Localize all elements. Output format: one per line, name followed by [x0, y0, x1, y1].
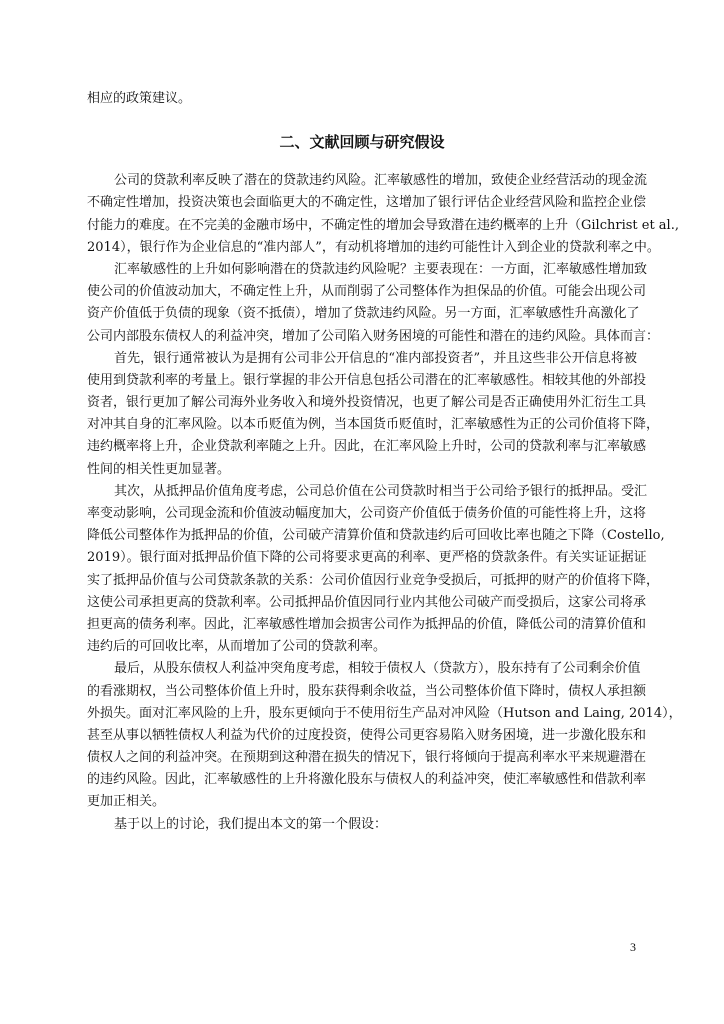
paragraph-line: 的违约风险。因此，汇率敏感性的上升将激化股东与债权人的利益冲突，使汇率敏感性和借款利率	[87, 772, 647, 788]
paragraph-line: 公司的贷款利率反映了潜在的贷款违约风险。汇率敏感性的增加，致使企业经营活动的现金流	[114, 173, 648, 189]
paragraph-line: 实了抵押品价值与公司贷款条款的关系：公司价值因行业竞争受损后，可抵押的财产的价值将下降，	[87, 572, 660, 588]
paragraph-line: 使公司的价值波动加大，不确定性上升，从而削弱了公司整体作为担保品的价值。可能会出现公司	[87, 284, 647, 300]
paragraph-line: 违约概率将上升，企业贷款利率随之上升。因此，在汇率风险上升时，公司的贷款利率与汇率敏感	[87, 439, 647, 455]
paragraph-line: 更加正相关。	[87, 794, 166, 810]
paragraph-line: 资者，银行更加了解公司海外业务收入和境外投资情况，也更了解公司是否正确使用外汇衍生工具	[87, 395, 647, 411]
paragraph-line: 首先，银行通常被认为是拥有公司非公开信息的“准内部投资者”，并且这些非公开信息将被	[114, 350, 637, 366]
paragraph-line: 基于以上的讨论，我们提出本文的第一个假设：	[114, 816, 388, 832]
paragraph-line: 甚至从事以牺牲债权人利益为代价的过度投资，使得公司更容易陷入财务困境，进一步激化股东和	[87, 727, 647, 743]
paragraph	[87, 658, 682, 813]
paragraph-line: 最后，从股东债权人利益冲突角度考虑，相较于债权人（贷款方），股东持有了公司剩余价值	[114, 661, 641, 677]
paragraph-line: 率变动影响，公司现金流和价值波动幅度加大，公司资产价值低于债务价值的可能性将上升，这将	[87, 506, 647, 521]
paragraph-line: 性间的相关性更加显著。	[87, 461, 231, 477]
paragraph-line: 2014），银行作为企业信息的“准内部人”，有动机将增加的违约可能性计入到企业的贷款利率之中。	[87, 239, 660, 255]
page-body	[87, 88, 682, 836]
paragraph	[87, 170, 679, 259]
paragraph-line: 债权人之间的利益冲突。在预期到这种潜在损失的情况下，银行将倾向于提高利率水平来规避潜在	[87, 750, 647, 766]
page-number: 3	[630, 940, 636, 954]
paragraph	[87, 348, 660, 481]
paragraph-line: 其次，从抵押品价值角度考虑，公司总价值在公司贷款时相当于公司给予银行的抵押品。受汇	[114, 483, 648, 499]
paragraph-line: 这使公司承担更高的贷款利率。公司抵押品价值因同行业内其他公司破产而受损后，这家公司将承	[87, 594, 647, 610]
paragraph-line: 担更高的债务利率。因此，汇率敏感性增加会损害公司作为抵押品的价值，降低公司的清算价值和	[87, 616, 647, 632]
paragraph-line: 不确定性增加，投资决策也会面临更大的不确定性，这增加了银行评估企业经营风险和监控企业偿	[87, 195, 647, 211]
paragraphs-container	[87, 170, 682, 836]
paragraph-line: 的看涨期权，当公司整体价值上升时，股东获得剩余收益，当公司整体价值下降时，债权人承担额	[87, 683, 647, 699]
section-heading: 二、文献回顾与研究假设	[279, 133, 445, 152]
paragraph-line: 公司内部股东债权人的利益冲突，增加了公司陷入财务困境的可能性和潜在的违约风险。具体而言：	[87, 328, 660, 344]
paragraph	[87, 481, 665, 659]
intro-line: 相应的政策建议。	[87, 91, 192, 106]
paragraph-line: 降低公司整体作为抵押品的价值，公司破产清算价值和贷款违约后可回收比率也随之下降（Costello,	[87, 528, 665, 544]
paragraph-line: 对冲其自身的汇率风险。以本币贬值为例，当本国货币贬值时，汇率敏感性为正的公司价值将下降，	[87, 417, 660, 433]
paragraph-line: 外损失。面对汇率风险的上升，股东更倾向于不使用衍生产品对冲风险（Hutson and Laing, 2014），	[87, 705, 682, 721]
paragraph-line: 付能力的难度。在不完美的金融市场中，不确定性的增加会导致潜在违约概率的上升（Gilchrist et al.,	[87, 217, 679, 233]
paragraph-line: 违约后的可回收比率，从而增加了公司的贷款利率。	[87, 639, 387, 655]
paragraph	[87, 259, 660, 348]
paragraph	[87, 814, 637, 836]
paragraph-line: 资产价值低于负债的现象（资不抵债），增加了贷款违约风险。另一方面，汇率敏感性升高激化了	[87, 306, 640, 322]
paragraph-line: 汇率敏感性的上升如何影响潜在的贷款违约风险呢？主要表现在：一方面，汇率敏感性增加致	[114, 261, 648, 277]
paragraph-line: 2019）。银行面对抵押品价值下降的公司将要求更高的利率、更严格的贷款条件。有关实证证据证	[87, 550, 647, 566]
paragraph-line: 使用到贷款利率的考量上。银行掌握的非公开信息包括公司潜在的汇率敏感性。相较其他的外部投	[87, 372, 647, 388]
